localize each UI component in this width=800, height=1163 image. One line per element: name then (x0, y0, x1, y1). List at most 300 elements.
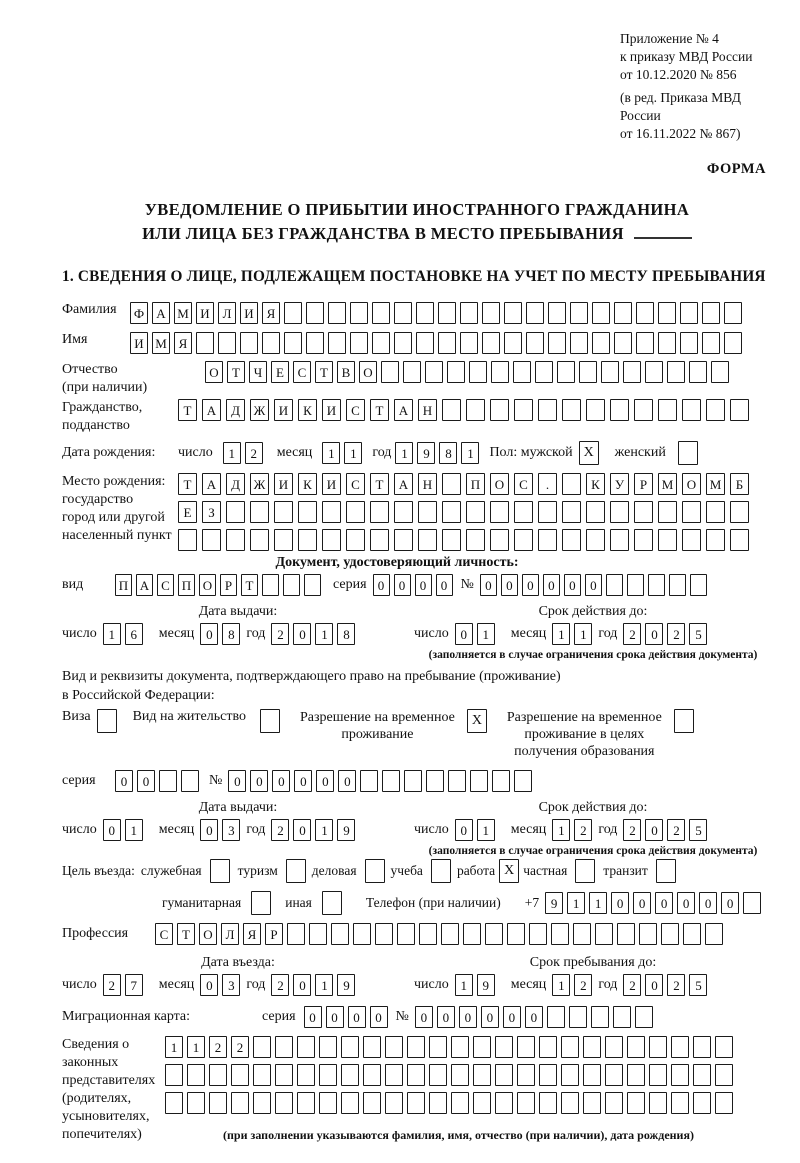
doc-valid-month-cells (552, 623, 592, 645)
doc-valid-col (414, 604, 772, 661)
form-cell (649, 1036, 667, 1058)
year-label: год (598, 626, 618, 641)
form-cell (394, 501, 413, 523)
permit-series-cells (115, 770, 199, 792)
edu-residence-label-line2: проживание в целях (524, 727, 645, 742)
patronymic-label-line1: Отчество (62, 362, 118, 377)
row-entry-purpose (62, 859, 772, 883)
form-cell (284, 332, 302, 354)
form-cell: 1 (552, 974, 570, 996)
form-cell (407, 1036, 425, 1058)
form-cell: 0 (200, 819, 218, 841)
phone-cells (545, 892, 761, 914)
form-cell (210, 859, 230, 883)
form-cell: 8 (222, 623, 240, 645)
form-cell: О (199, 574, 216, 596)
form-cell: У (610, 473, 629, 495)
form-cell (517, 1064, 535, 1086)
form-cell (706, 399, 725, 421)
form-cell (322, 891, 342, 915)
form-cell (403, 361, 421, 383)
entry-year-cells (271, 974, 355, 996)
stay-until-heading: Срок пребывания до: (529, 955, 657, 970)
form-cell: Е (178, 501, 197, 523)
form-cell (447, 361, 465, 383)
form-cell (517, 1092, 535, 1114)
form-cell: 0 (522, 574, 539, 596)
form-cell (438, 332, 456, 354)
form-cell (562, 529, 581, 551)
form-cell (656, 859, 676, 883)
form-cell (346, 529, 365, 551)
form-cell: 0 (137, 770, 155, 792)
form-cell (306, 332, 324, 354)
month-label: месяц (510, 977, 547, 992)
form-cell (586, 501, 605, 523)
month-label: месяц (158, 626, 195, 641)
form-cell: . (538, 473, 557, 495)
form-cell: Я (174, 332, 192, 354)
form-label: ФОРМА (706, 161, 766, 177)
form-cell (274, 501, 293, 523)
form-cell: М (174, 302, 192, 324)
form-cell: 0 (304, 1006, 322, 1028)
form-cell (570, 302, 588, 324)
form-cell: Т (178, 399, 197, 421)
form-cell (649, 1064, 667, 1086)
purpose-humanitarian-checkbox (251, 891, 271, 915)
birth-place-label-line3: город или другой (62, 510, 165, 525)
representatives-label-line5: усыновителях, (62, 1109, 150, 1124)
form-cell (306, 302, 324, 324)
doc-valid-day-cells (455, 623, 495, 645)
form-cell: 8 (337, 623, 355, 645)
row-citizenship (62, 399, 772, 435)
form-cell (482, 302, 500, 324)
form-cell (610, 529, 629, 551)
form-cell: К (298, 473, 317, 495)
representatives-cells-row3 (165, 1092, 733, 1114)
form-cell (490, 529, 509, 551)
form-cell (250, 501, 269, 523)
form-cell (473, 1036, 491, 1058)
form-cell (297, 1064, 315, 1086)
form-cell (319, 1036, 337, 1058)
form-cell: 1 (165, 1036, 183, 1058)
form-cell: 0 (250, 770, 268, 792)
form-cell: О (359, 361, 377, 383)
form-cell (514, 501, 533, 523)
form-cell (363, 1036, 381, 1058)
form-cell: Д (226, 399, 245, 421)
row-doc-type (62, 574, 772, 596)
form-cell: 2 (103, 974, 121, 996)
form-cell (181, 770, 199, 792)
form-cell: 1 (344, 442, 362, 464)
form-cell (165, 1092, 183, 1114)
form-cell (209, 1092, 227, 1114)
form-cell: 9 (337, 974, 355, 996)
month-label: месяц (158, 977, 195, 992)
form-cell (526, 332, 544, 354)
form-cell (514, 770, 532, 792)
form-cell: X (467, 709, 487, 733)
title-blank-underline (634, 237, 692, 239)
form-cell (407, 1092, 425, 1114)
migration-number-label: № (395, 1009, 409, 1024)
form-cell (693, 1036, 711, 1058)
form-cell (231, 1092, 249, 1114)
form-cell (743, 892, 761, 914)
form-cell: Т (370, 473, 389, 495)
form-cell (690, 574, 707, 596)
form-cell (547, 1006, 565, 1028)
visa-checkbox (97, 709, 117, 733)
form-cell (658, 302, 676, 324)
annex-line-3: от 10.12.2020 № 856 (620, 67, 737, 82)
form-cell (253, 1064, 271, 1086)
form-cell: 1 (552, 819, 570, 841)
form-cell: Б (730, 473, 749, 495)
stay-until-col (414, 955, 772, 996)
form-cell (485, 923, 503, 945)
form-cell: 0 (503, 1006, 521, 1028)
permit-issue-year-cells (271, 819, 355, 841)
form-cell (297, 1036, 315, 1058)
sex-male-label: Пол: мужской (489, 445, 573, 460)
form-cell (586, 529, 605, 551)
birth-day-cells (223, 442, 263, 464)
patronymic-cells (205, 361, 729, 383)
form-cell: В (337, 361, 355, 383)
form-cell: 1 (322, 442, 340, 464)
form-cell: 3 (222, 974, 240, 996)
form-cell (529, 923, 547, 945)
form-cell: 1 (455, 974, 473, 996)
permit-issue-date-group (62, 819, 414, 841)
form-cell (504, 332, 522, 354)
form-cell (298, 529, 317, 551)
form-cell (419, 923, 437, 945)
form-cell (671, 1064, 689, 1086)
phone-label: Телефон (при наличии) (365, 895, 501, 910)
form-cell (286, 859, 306, 883)
edu-residence-label-line3: получения образования (514, 744, 655, 759)
form-cell: 0 (611, 892, 629, 914)
citizenship-label (62, 399, 178, 435)
form-cell (635, 1006, 653, 1028)
form-cell (514, 529, 533, 551)
form-cell (466, 501, 485, 523)
form-cell (627, 1064, 645, 1086)
form-cell: 0 (415, 574, 432, 596)
representatives-label-line3: представителях (62, 1073, 156, 1088)
doc-number-label: № (460, 577, 474, 592)
form-cell (610, 399, 629, 421)
form-cell (416, 302, 434, 324)
representatives-cells-row2 (165, 1064, 733, 1086)
form-cell (495, 1064, 513, 1086)
form-cell (634, 529, 653, 551)
form-cell: Л (218, 302, 236, 324)
form-cell: Д (226, 473, 245, 495)
form-cell (331, 923, 349, 945)
form-cell (274, 529, 293, 551)
surname-label: Фамилия (62, 302, 117, 317)
annex-line-2: к приказу МВД России (620, 49, 753, 64)
form-cell: 0 (501, 574, 518, 596)
profession-cells (155, 923, 723, 945)
form-cell (583, 1064, 601, 1086)
form-cell (715, 1092, 733, 1114)
form-cell: А (202, 399, 221, 421)
row-migration-card (62, 1006, 772, 1028)
form-cell: 0 (115, 770, 133, 792)
form-cell (441, 923, 459, 945)
form-cell: 1 (315, 819, 333, 841)
annex-line-1: Приложение № 4 (620, 31, 719, 46)
birth-year-cells (395, 442, 479, 464)
representatives-label-line6: попечителях) (62, 1127, 142, 1142)
form-cell (250, 529, 269, 551)
form-cell (561, 1036, 579, 1058)
form-cell (539, 1036, 557, 1058)
form-cell (187, 1092, 205, 1114)
form-cell: 1 (589, 892, 607, 914)
purpose-other-label: иная (285, 895, 312, 910)
residence-permit-label: Вид на жительство (132, 709, 246, 724)
form-cell (178, 529, 197, 551)
form-cell: 1 (477, 819, 495, 841)
form-cell: С (157, 574, 174, 596)
form-cell (538, 501, 557, 523)
form-cell (513, 361, 531, 383)
form-cell (416, 332, 434, 354)
form-cell: 7 (125, 974, 143, 996)
form-cell (341, 1064, 359, 1086)
annex-revision-note (620, 89, 772, 143)
purpose-official-checkbox (210, 859, 230, 883)
form-cell: 0 (564, 574, 581, 596)
form-cell (438, 302, 456, 324)
edu-residence-item (507, 709, 694, 760)
form-cell: Л (221, 923, 239, 945)
form-cell (610, 501, 629, 523)
form-cell: 0 (645, 974, 663, 996)
form-cell (460, 332, 478, 354)
form-cell: 8 (439, 442, 457, 464)
form-cell (394, 302, 412, 324)
form-cell: С (346, 399, 365, 421)
form-cell: 0 (316, 770, 334, 792)
form-cell: К (586, 473, 605, 495)
form-cell: М (152, 332, 170, 354)
form-cell: К (298, 399, 317, 421)
form-cell: 0 (103, 819, 121, 841)
form-cell: 2 (271, 623, 289, 645)
doc-valid-heading: Срок действия до: (538, 604, 648, 619)
form-cell (648, 574, 665, 596)
row-representatives (62, 1036, 772, 1144)
form-cell: 1 (395, 442, 413, 464)
purpose-tourism-checkbox (286, 859, 306, 883)
permit-valid-day-cells (455, 819, 495, 841)
doc-dates-block (62, 604, 772, 661)
form-cell: 1 (315, 974, 333, 996)
form-cell (397, 923, 415, 945)
form-cell (473, 1064, 491, 1086)
form-cell: 2 (245, 442, 263, 464)
form-cell: 1 (125, 819, 143, 841)
form-cell (196, 332, 214, 354)
form-cell: М (658, 473, 677, 495)
purpose-tourism-label: туризм (237, 863, 278, 878)
purpose-work-label: работа (456, 863, 496, 878)
form-cell (165, 1064, 183, 1086)
form-cell (346, 501, 365, 523)
form-cell (678, 441, 698, 465)
form-cell: Ж (250, 473, 269, 495)
form-cell (328, 332, 346, 354)
form-cell (569, 1006, 587, 1028)
representatives-label-line2: законных (62, 1055, 119, 1070)
form-cell: 1 (223, 442, 241, 464)
form-cell (658, 529, 677, 551)
form-cell (319, 1092, 337, 1114)
form-cell (442, 501, 461, 523)
form-cell (538, 529, 557, 551)
form-cell (538, 399, 557, 421)
form-cell (605, 1064, 623, 1086)
permit-number-cells (228, 770, 532, 792)
form-cell (309, 923, 327, 945)
form-cell (539, 1064, 557, 1086)
form-cell (551, 923, 569, 945)
form-cell: 0 (645, 819, 663, 841)
form-cell (661, 923, 679, 945)
month-label: месяц (158, 822, 195, 837)
stay-year-cells (623, 974, 707, 996)
form-cell (586, 399, 605, 421)
form-cell (605, 1036, 623, 1058)
form-cell (385, 1064, 403, 1086)
form-cell: И (322, 473, 341, 495)
form-cell: 9 (545, 892, 563, 914)
form-cell: 2 (623, 974, 641, 996)
residence-permit-checkbox (260, 709, 280, 733)
purpose-private-label: частная (523, 863, 568, 878)
doc-type-cells (115, 574, 321, 596)
form-cell (627, 1092, 645, 1114)
purpose-official-label: служебная (140, 863, 202, 878)
form-cell: Е (271, 361, 289, 383)
form-cell (617, 923, 635, 945)
doc-issue-col (62, 604, 414, 661)
form-cell (682, 399, 701, 421)
form-cell (667, 361, 685, 383)
form-cell: Т (370, 399, 389, 421)
resid-doc-text-line2: в Российской Федерации: (62, 688, 215, 703)
year-label: год (246, 626, 266, 641)
form-cell (319, 1064, 337, 1086)
form-cell: Н (418, 473, 437, 495)
form-cell (382, 770, 400, 792)
birth-place-cells-row1 (178, 473, 749, 495)
permit-issue-heading: Дата выдачи: (198, 800, 278, 815)
form-cell: И (274, 473, 293, 495)
day-label: число (62, 977, 97, 992)
form-cell (649, 1092, 667, 1114)
citizenship-label-line2: подданство (62, 418, 130, 433)
form-cell (671, 1092, 689, 1114)
form-cell (451, 1064, 469, 1086)
edu-residence-label (507, 709, 662, 760)
form-cell (341, 1036, 359, 1058)
month-label: месяц (510, 626, 547, 641)
section1-body (62, 302, 772, 1144)
form-cell (715, 1036, 733, 1058)
form-cell: 1 (477, 623, 495, 645)
form-cell (322, 529, 341, 551)
form-cell (507, 923, 525, 945)
form-cell (297, 1092, 315, 1114)
form-cell: 0 (370, 1006, 388, 1028)
form-cell: 2 (623, 819, 641, 841)
row-purpose-extra-phone (162, 891, 772, 915)
birth-year-label: год (372, 445, 392, 460)
form-cell (613, 1006, 631, 1028)
form-cell: П (178, 574, 195, 596)
form-cell: 0 (294, 770, 312, 792)
form-cell (363, 1064, 381, 1086)
form-cell: О (205, 361, 223, 383)
form-cell (627, 574, 644, 596)
temp-residence-item (300, 709, 487, 743)
form-cell: Ч (249, 361, 267, 383)
migration-number-cells (415, 1006, 653, 1028)
row-birth-date (62, 441, 772, 465)
day-label: число (414, 977, 449, 992)
entry-month-cells (200, 974, 240, 996)
form-cell: М (706, 473, 725, 495)
form-cell (674, 709, 694, 733)
form-cell: С (155, 923, 173, 945)
form-title-line1: УВЕДОМЛЕНИЕ О ПРИБЫТИИ ИНОСТРАННОГО ГРАЖДАНИНА (144, 200, 690, 219)
form-cell: 6 (125, 623, 143, 645)
form-cell: 0 (633, 892, 651, 914)
form-cell (614, 332, 632, 354)
form-cell (218, 332, 236, 354)
migration-card-label: Миграционная карта: (62, 1009, 191, 1024)
form-cell: 0 (655, 892, 673, 914)
form-cell: 0 (455, 819, 473, 841)
form-cell: Т (241, 574, 258, 596)
form-cell: 2 (667, 623, 685, 645)
form-cell (730, 501, 749, 523)
entry-date-heading: Дата въезда: (201, 955, 275, 970)
sex-female-checkbox (678, 441, 698, 465)
citizenship-label-line1: Гражданство, (62, 400, 143, 415)
form-cell (636, 332, 654, 354)
form-cell: 0 (373, 574, 390, 596)
form-cell: 0 (480, 574, 497, 596)
entry-day-cells (103, 974, 143, 996)
purpose-transit-checkbox (656, 859, 676, 883)
form-cell: 0 (645, 623, 663, 645)
given-name-cells (130, 332, 742, 354)
form-cell (298, 501, 317, 523)
birth-date-label: Дата рождения: (62, 445, 156, 460)
